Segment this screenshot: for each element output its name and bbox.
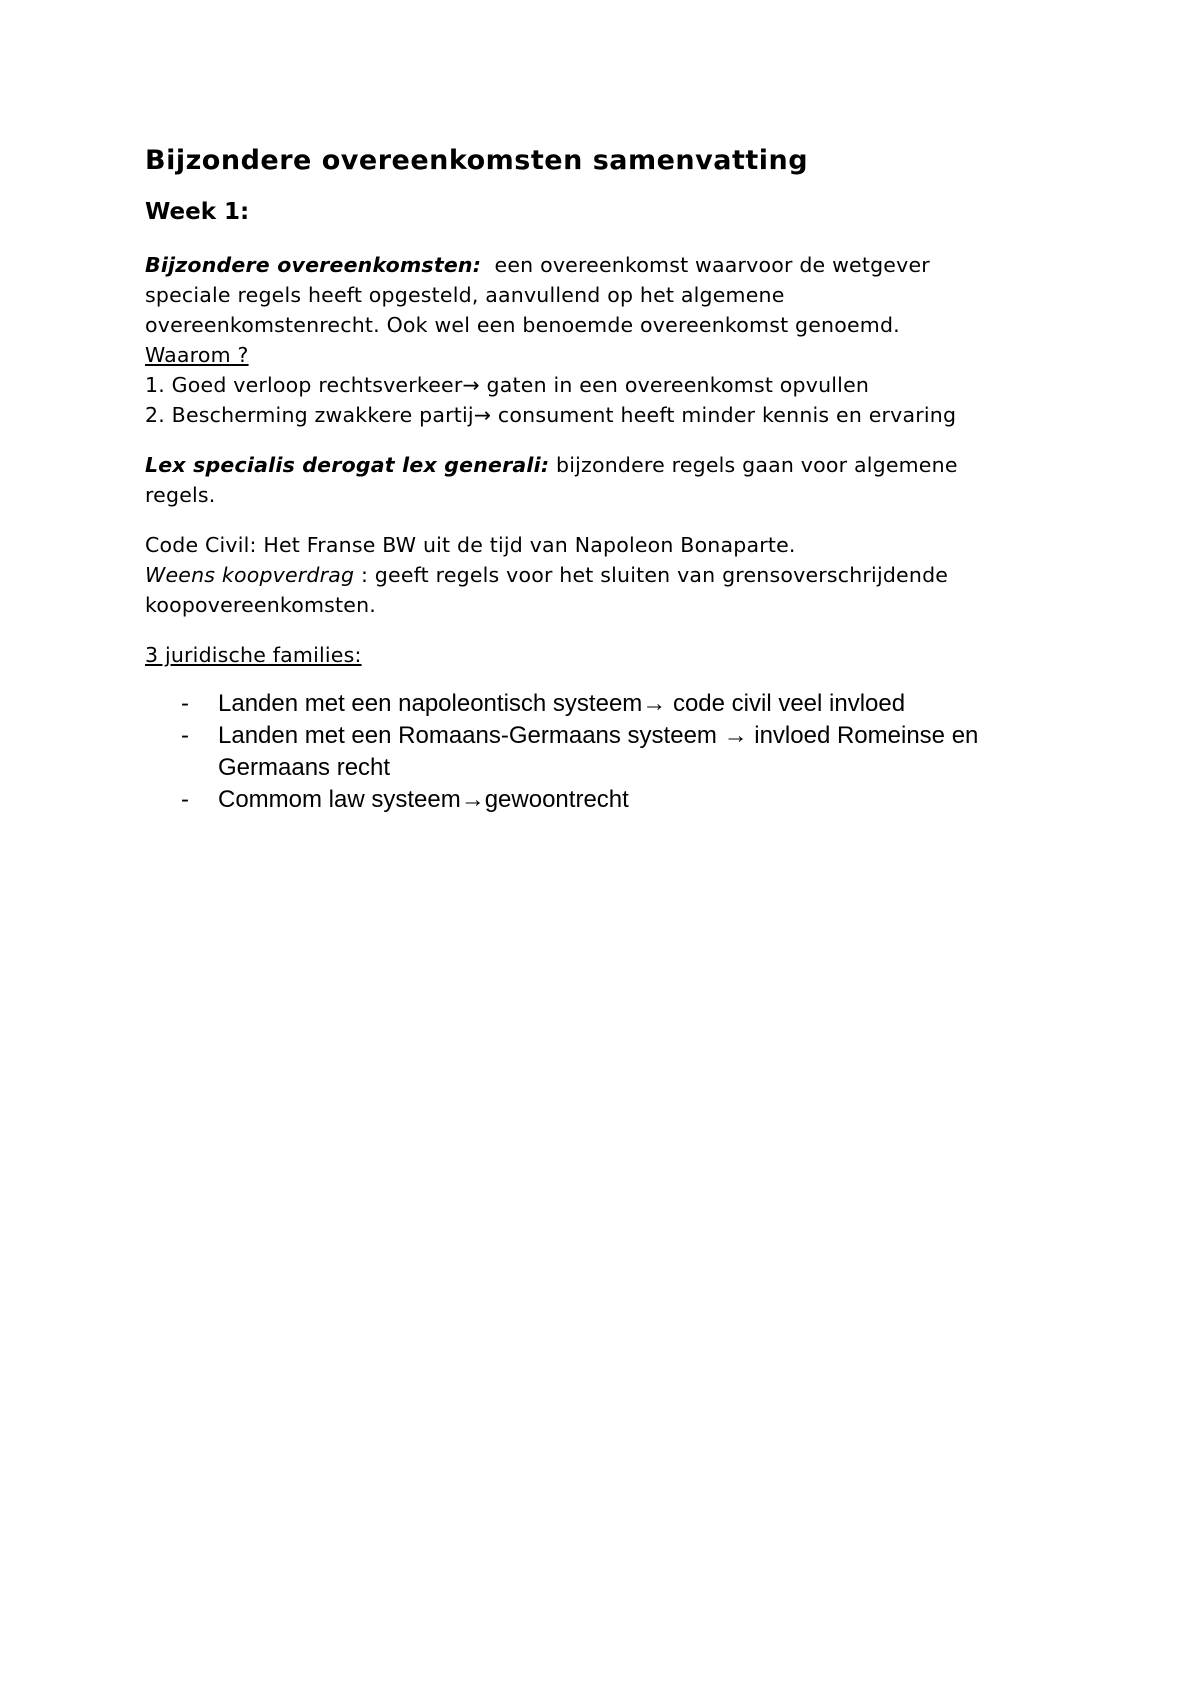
families-heading-text: 3 juridische families: — [145, 643, 362, 667]
family-item-2: Landen met een Romaans-Germaans systeem → invloed Romeinse en Germaans recht — [218, 722, 979, 781]
families-heading — [145, 640, 1065, 670]
code-civil-paragraph — [145, 530, 1025, 620]
reason-2: 2. Bescherming zwakkere partij→ consument heeft minder kennis en ervaring — [145, 403, 957, 427]
waarom-label: Waarom ? — [145, 343, 249, 367]
bullet-dash: - — [181, 722, 189, 749]
definition-line-1: een overeenkomst waarvoor de wetgever — [481, 253, 930, 277]
definition-paragraph — [145, 250, 1065, 430]
lex-text: bijzondere regels gaan voor algemene regels. — [145, 453, 958, 507]
lex-term: Lex specialis derogat lex generali: — [145, 453, 550, 477]
code-civil-text: Code Civil: Het Franse BW uit de tijd van Napoleon Bonaparte. — [145, 533, 796, 557]
definition-term: Bijzondere overeenkomsten: — [145, 253, 482, 277]
weens-term: Weens koopverdrag — [145, 563, 355, 587]
document-content — [145, 138, 1065, 816]
reason-1: 1. Goed verloop rechtsverkeer→ gaten in een overeenkomst opvullen — [145, 373, 870, 397]
list-item — [145, 688, 1065, 720]
list-item — [145, 784, 1065, 816]
families-list — [145, 688, 1065, 816]
bullet-dash: - — [181, 690, 189, 717]
document-title: Bijzondere overeenkomsten samenvatting — [145, 145, 809, 176]
lex-paragraph — [145, 450, 1025, 510]
family-item-3: Commom law systeem→gewoontrecht — [218, 786, 629, 813]
family-item-1: Landen met een napoleontisch systeem→ code civil veel invloed — [218, 690, 906, 717]
definition-line-2: speciale regels heeft opgesteld, aanvullend op het algemene — [145, 283, 785, 307]
definition-line-3: overeenkomstenrecht. Ook wel een benoemde overeenkomst genoemd. — [145, 313, 900, 337]
bullet-dash: - — [181, 786, 189, 813]
week-heading: Week 1: — [145, 199, 250, 225]
weens-text: : geeft regels voor het sluiten van grensoverschrijdende koopovereenkomsten. — [145, 563, 949, 617]
list-item — [145, 720, 1065, 784]
